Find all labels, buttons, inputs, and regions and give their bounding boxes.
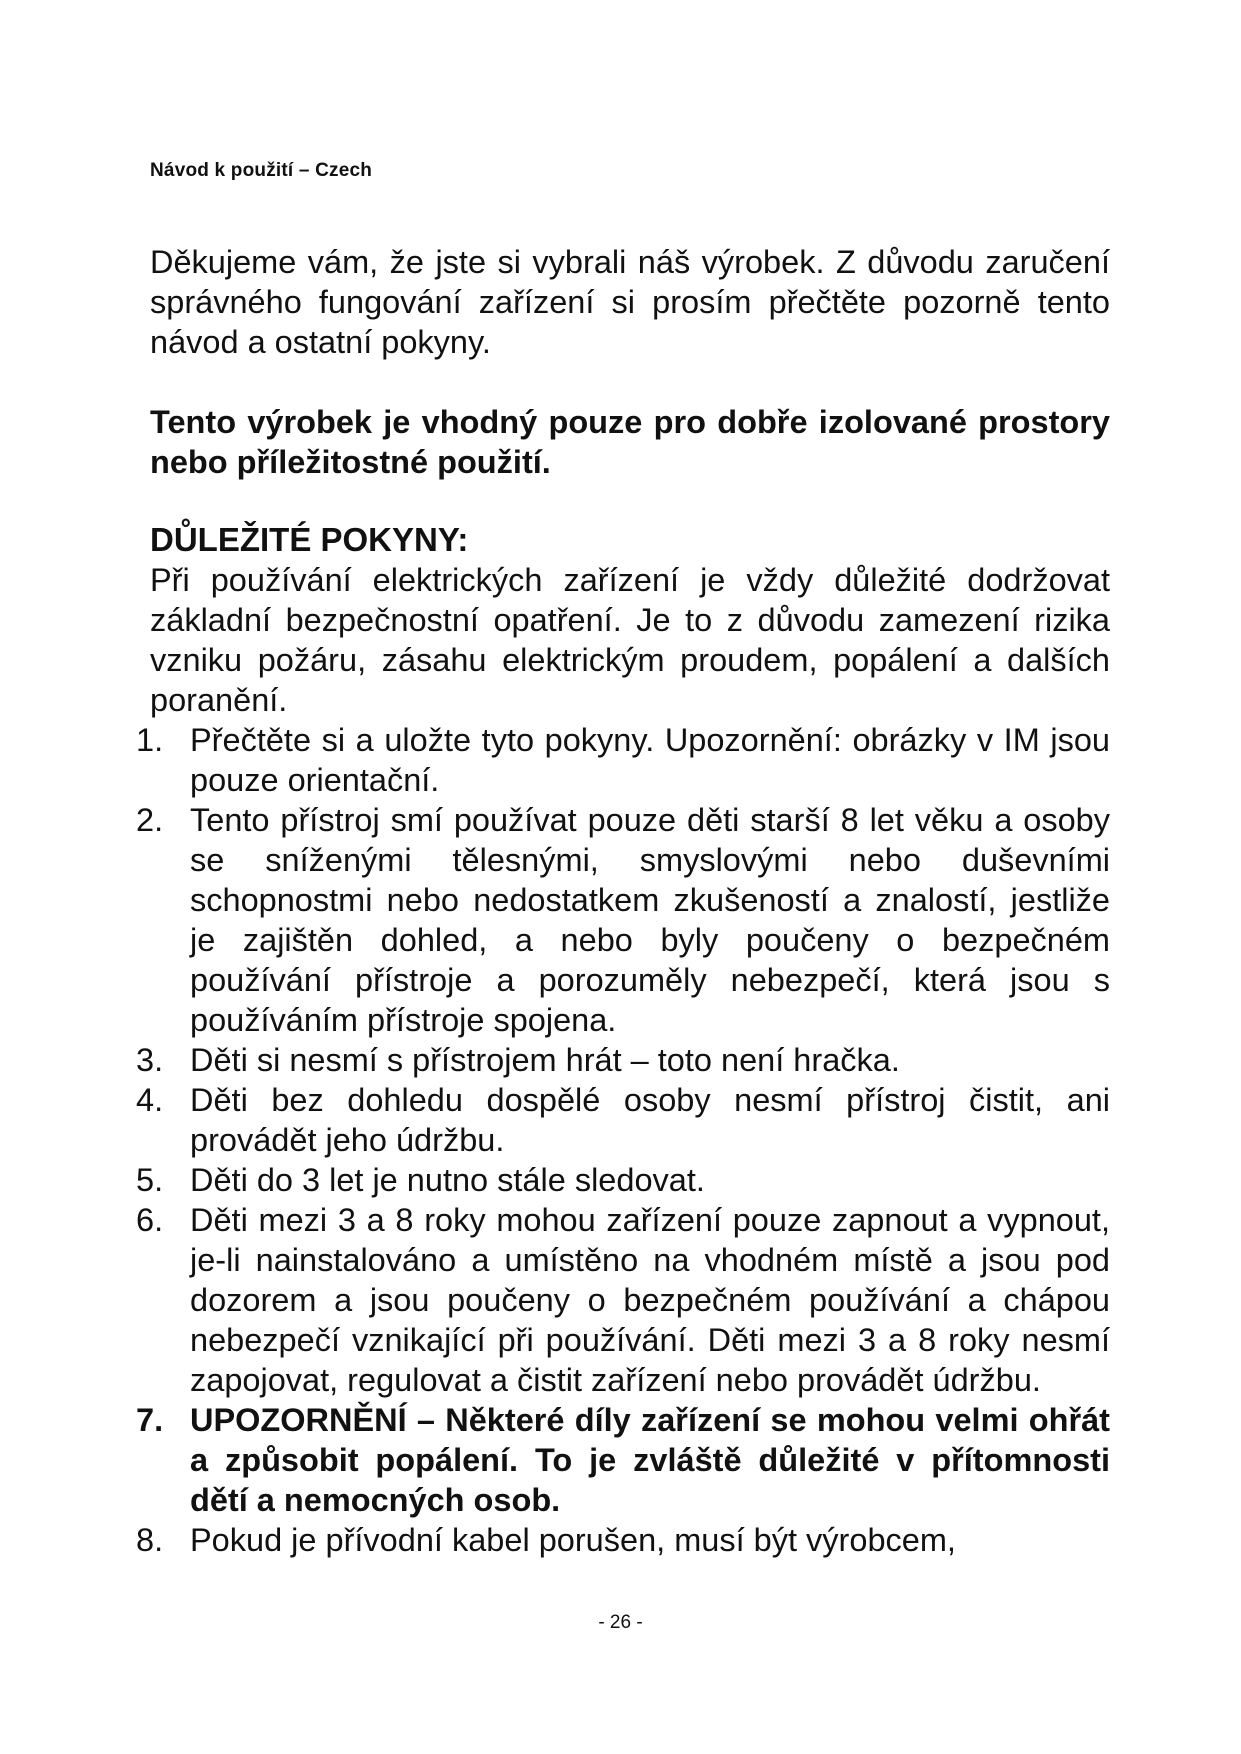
list-item-warning (136, 1400, 1110, 1520)
item-text: Děti do 3 let je nutno stále sledovat. (190, 1162, 705, 1198)
instructions-list (136, 720, 1110, 1560)
list-item (136, 1160, 1110, 1200)
item-number: 2. (136, 802, 164, 838)
important-heading: DŮLEŽITÉ POKYNY: (150, 521, 469, 558)
item-number: 6. (136, 1202, 164, 1238)
list-item (136, 1520, 1110, 1560)
item-text: Děti si nesmí s přístrojem hrát – toto není hračka. (190, 1042, 900, 1078)
intro-paragraph: Děkujeme vám, že jste si vybrali náš výrobek. Z důvodu zaručení správného fungování zařízení si prosím přečtěte pozorně tento návod a ostatní pokyny. (150, 244, 1110, 360)
list-item (136, 1200, 1110, 1400)
item-text: Děti bez dohledu dospělé osoby nesmí přístroj čistit, ani provádět jeho údržbu. (190, 1082, 1110, 1158)
item-number: 1. (136, 722, 164, 758)
list-item (136, 800, 1110, 1040)
item-text: UPOZORNĚNÍ – Některé díly zařízení se mohou velmi ohřát a způsobit popálení. To je zvláště důležité v přítomnosti dětí a nemocných osob. (190, 1402, 1110, 1518)
item-number: 8. (136, 1522, 164, 1558)
item-text: Tento přístroj smí používat pouze děti starší 8 let věku a osoby se sníženými tělesnými, smyslovými nebo duševními schopnostmi nebo nedostatkem zkušeností a znalostí, jestliže je zajištěn dohled, a nebo byly poučeny o bezpečném používání přístroje a porozuměly nebezpečí, která jsou s používáním přístroje spojena. (190, 802, 1110, 1038)
item-number: 7. (136, 1402, 164, 1438)
page-number: - 26 - (598, 1612, 643, 1633)
item-text: Pokud je přívodní kabel porušen, musí být výrobcem, (190, 1522, 956, 1558)
item-number: 4. (136, 1082, 164, 1118)
suitability-warning: Tento výrobek je vhodný pouze pro dobře izolované prostory nebo příležitostné použití. (150, 404, 1110, 480)
list-item (136, 720, 1110, 800)
list-item (136, 1040, 1110, 1080)
page-header: Návod k použití – Czech (150, 160, 373, 181)
item-number: 3. (136, 1042, 164, 1078)
item-text: Přečtěte si a uložte tyto pokyny. Upozornění: obrázky v IM jsou pouze orientační. (190, 722, 1110, 798)
item-text: Děti mezi 3 a 8 roky mohou zařízení pouze zapnout a vypnout, je-li nainstalováno a umístěno na vhodném místě a jsou pod dozorem a jsou poučeny o bezpečném používání a chápou nebezpečí vznikající při používání. Děti mezi 3 a 8 roky nesmí zapojovat, regulovat a čistit zařízení nebo provádět údržbu. (190, 1202, 1110, 1398)
item-number: 5. (136, 1162, 164, 1198)
important-text: Při používání elektrických zařízení je vždy důležité dodržovat základní bezpečnostní opatření. Je to z důvodu zamezení rizika vzniku požáru, zásahu elektrickým proudem, popálení a dalších poranění. (150, 562, 1110, 718)
page-content (136, 242, 1110, 1560)
list-item (136, 1080, 1110, 1160)
